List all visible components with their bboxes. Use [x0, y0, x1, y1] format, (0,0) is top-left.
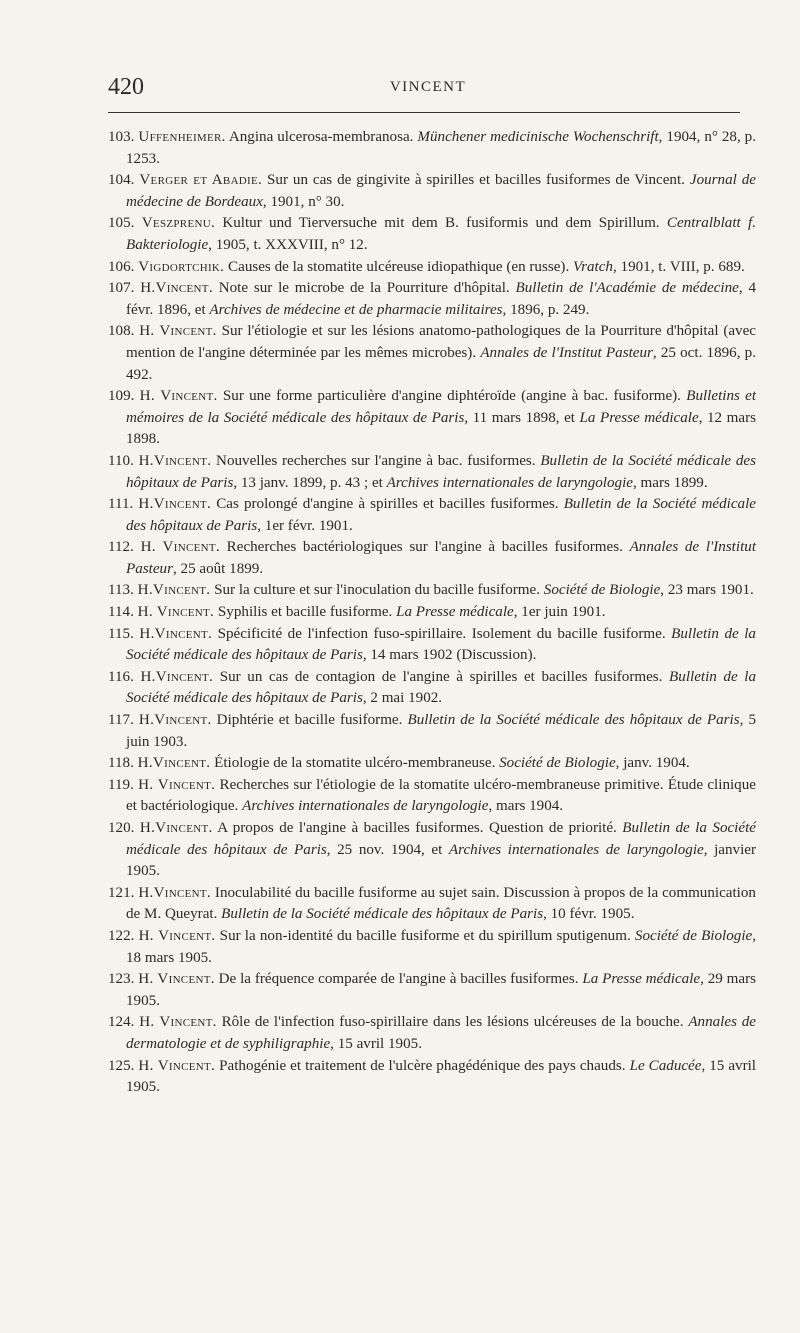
- reference-author: H.Vincent.: [140, 280, 213, 297]
- reference-item: [108, 602, 756, 624]
- reference-details: , mars 1904.: [488, 798, 564, 815]
- reference-item: [108, 818, 756, 883]
- reference-number: 121.: [108, 884, 135, 901]
- reference-title: Spécificité de l'infection fuso-spirillaire. Isolement du bacille fusiforme.: [217, 625, 666, 642]
- reference-details: , 25 nov. 1904, et: [326, 841, 443, 858]
- reference-title: Recherches bactériologiques sur l'angine à bacilles fusiformes.: [226, 539, 623, 556]
- page-header: [108, 74, 748, 104]
- reference-number: 123.: [108, 971, 135, 988]
- reference-details: , janv. 1904.: [615, 755, 690, 772]
- reference-title: A propos de l'angine à bacilles fusiformes. Question de priorité.: [217, 820, 617, 836]
- reference-item: [108, 451, 756, 494]
- reference-publication: Archives internationales de laryngologie: [242, 798, 489, 815]
- reference-publication: La Presse médicale: [579, 409, 699, 426]
- reference-publication: Bulletin de la Société médicale des hôpitaux de Paris: [126, 668, 756, 707]
- reference-item: [108, 775, 756, 818]
- reference-publication: Bulletins et mémoires de la Société médicale des hôpitaux de Paris: [126, 388, 757, 426]
- reference-title: Sur un cas de contagion de l'angine à spirilles et bacilles fusiformes.: [219, 668, 663, 685]
- reference-title: Étiologie de la stomatite ulcéro-membraneuse.: [214, 755, 496, 772]
- reference-author: H.Vincent.: [137, 582, 211, 599]
- reference-publication: Annales de l'Institut Pasteur: [480, 344, 653, 361]
- reference-details: , 14 mars 1902 (Discussion).: [362, 647, 537, 664]
- reference-publication: Archives internationales de laryngologie: [448, 841, 704, 858]
- reference-author: Vigdortchik.: [138, 258, 225, 275]
- reference-number: 115.: [108, 625, 134, 642]
- reference-item: [108, 883, 756, 926]
- reference-details: , 25 août 1899.: [172, 560, 264, 577]
- reference-item: [108, 969, 756, 1012]
- reference-title: Pathogénie et traitement de l'ulcère phagédénique des pays chauds.: [219, 1057, 626, 1074]
- reference-details: , 5 juin 1903.: [126, 712, 756, 750]
- reference-details: , mars 1899.: [632, 474, 708, 491]
- reference-title: Nouvelles recherches sur l'angine à bac. fusiformes.: [216, 452, 536, 469]
- reference-details: , 23 mars 1901.: [660, 582, 754, 599]
- reference-details: , 11 mars 1898, et: [464, 409, 575, 426]
- reference-title: Sur une forme particulière d'angine diphtéroïde (angine à bac. fusiforme).: [222, 388, 681, 405]
- reference-item: [108, 580, 756, 602]
- reference-number: 106.: [108, 258, 135, 275]
- reference-author: H.Vincent.: [140, 668, 214, 685]
- reference-details: , 1904, n° 28, p. 1253.: [126, 129, 756, 167]
- reference-item: [108, 494, 756, 537]
- reference-author: H. Vincent.: [139, 388, 218, 405]
- reference-author: H.Vincent.: [139, 820, 213, 836]
- reference-title: Sur la non-identité du bacille fusiforme et du spirillum sputigenum.: [219, 927, 631, 944]
- reference-item: [108, 321, 756, 386]
- reference-publication: Centralblatt f. Bakteriologie: [126, 215, 756, 253]
- reference-publication: Bulletin de la Société médicale des hôpitaux de Paris: [221, 906, 544, 923]
- reference-details: , 1896, p. 249.: [502, 301, 590, 318]
- reference-details: , janvier 1905.: [126, 841, 757, 880]
- reference-publication: Le Caducée: [629, 1057, 702, 1074]
- reference-item: [108, 753, 756, 775]
- reference-number: 103.: [108, 129, 135, 145]
- reference-number: 111.: [108, 496, 134, 513]
- reference-author: H. Vincent.: [138, 776, 216, 793]
- reference-author: H. Vincent.: [140, 539, 220, 556]
- reference-details: , 15 avril 1905.: [126, 1057, 756, 1096]
- reference-title: Angina ulcerosa-membranosa.: [228, 129, 414, 145]
- page-number: 420: [108, 74, 144, 100]
- reference-item: [108, 213, 756, 256]
- reference-item: [108, 537, 756, 580]
- reference-author: H. Vincent.: [138, 1057, 216, 1074]
- reference-item: [108, 278, 756, 321]
- reference-author: H. Vincent.: [138, 927, 216, 944]
- reference-publication: Annales de dermatologie et de syphiligraphie: [126, 1014, 756, 1052]
- reference-publication: Société de Biologie: [543, 582, 661, 599]
- reference-number: 125.: [108, 1057, 135, 1074]
- reference-number: 108.: [108, 323, 135, 340]
- reference-details: , 18 mars 1905.: [126, 927, 757, 966]
- reference-author: H. Vincent.: [138, 971, 215, 988]
- reference-author: H.Vincent.: [138, 452, 212, 469]
- reference-details: , 12 mars 1898.: [126, 409, 756, 448]
- running-title: VINCENT: [389, 79, 467, 95]
- reference-author: H.Vincent.: [138, 884, 212, 901]
- reference-item: [108, 624, 756, 667]
- reference-publication: La Presse médicale: [396, 604, 514, 621]
- reference-title: Recherches sur l'étiologie de la stomatite ulcéro-membraneuse primitive. Étude clinique et bactériologique.: [126, 776, 756, 815]
- reference-publication: Bulletin de la Société médicale des hôpitaux de Paris: [407, 712, 740, 729]
- reference-author: Veszprenu.: [141, 215, 216, 232]
- reference-author: H. Vincent.: [139, 323, 217, 340]
- reference-title: Diphtérie et bacille fusiforme.: [216, 712, 403, 729]
- reference-number: 117.: [108, 712, 134, 729]
- reference-publication: Münchener medicinische Wochenschrift: [417, 129, 659, 145]
- reference-publication: Bulletin de la Société médicale des hôpitaux de Paris: [126, 496, 756, 534]
- reference-title: Kultur und Tierversuche mit dem B. fusiformis und dem Spirillum.: [222, 215, 660, 232]
- reference-details: , 1er juin 1901.: [513, 604, 606, 621]
- reference-details: , 1er févr. 1901.: [257, 517, 353, 534]
- reference-number: 116.: [108, 668, 134, 685]
- reference-number: 114.: [108, 604, 134, 621]
- reference-item: [108, 1012, 756, 1055]
- reference-number: 124.: [108, 1014, 135, 1031]
- reference-number: 112.: [108, 539, 134, 556]
- reference-number: 122.: [108, 927, 135, 944]
- reference-item: [108, 926, 756, 969]
- reference-details: , 10 févr. 1905.: [543, 906, 635, 923]
- reference-publication: Archives internationales de laryngologie: [386, 474, 633, 491]
- reference-publication: Vratch: [573, 258, 613, 275]
- reference-item: [108, 667, 756, 710]
- reference-publication: Société de Biologie: [499, 755, 616, 772]
- reference-title: Rôle de l'infection fuso-spirillaire dans les lésions ulcéreuses de la bouche.: [221, 1014, 684, 1031]
- reference-number: 113.: [108, 582, 134, 599]
- reference-author: Uffenheimer.: [138, 129, 226, 145]
- reference-title: Sur un cas de gingivite à spirilles et bacilles fusiformes de Vincent.: [267, 172, 685, 189]
- reference-number: 105.: [108, 215, 135, 232]
- reference-item: [108, 1056, 756, 1099]
- reference-number: 104.: [108, 172, 135, 189]
- reference-author: H.Vincent.: [138, 712, 212, 729]
- header-rule: [108, 112, 740, 113]
- reference-item: [108, 710, 756, 753]
- reference-publication: Bulletin de la Société médicale des hôpitaux de Paris: [126, 452, 756, 491]
- reference-details: , 1901, n° 30.: [262, 193, 345, 210]
- reference-number: 110.: [108, 452, 134, 469]
- reference-author: H.Vincent.: [139, 625, 213, 642]
- reference-title: Cas prolongé d'angine à spirilles et bacilles fusiformes.: [216, 496, 559, 513]
- reference-title: Syphilis et bacille fusiforme.: [217, 604, 393, 621]
- reference-list: [108, 127, 756, 1099]
- reference-publication: La Presse médicale: [582, 971, 701, 988]
- reference-title: Note sur le microbe de la Pourriture d'hôpital.: [218, 280, 510, 297]
- reference-item: [108, 257, 756, 279]
- reference-author: H.Vincent.: [138, 496, 212, 513]
- reference-details: , 25 oct. 1896, p. 492.: [126, 344, 756, 383]
- reference-item: [108, 170, 756, 213]
- reference-publication: Bulletin de l'Académie de médecine: [515, 280, 739, 297]
- reference-number: 119.: [108, 776, 134, 793]
- reference-title: Sur la culture et sur l'inoculation du bacille fusiforme.: [214, 582, 540, 599]
- reference-details: , 4 févr. 1896, et: [126, 280, 756, 318]
- reference-title: Sur l'étiologie et sur les lésions anatomo-pathologiques de la Pourriture d'hôpital (avec mention de l'angine déterminée par les mêmes microbes).: [126, 323, 756, 361]
- reference-details: , 29 mars 1905.: [126, 971, 757, 1009]
- reference-number: 109.: [108, 388, 135, 405]
- reference-title: De la fréquence comparée de l'angine à bacilles fusiformes.: [218, 971, 579, 988]
- reference-publication: Société de Biologie: [634, 927, 753, 944]
- reference-number: 120.: [108, 820, 135, 836]
- reference-author: Verger et Abadie.: [139, 172, 263, 189]
- reference-number: 107.: [108, 280, 135, 297]
- reference-publication: Archives de médecine et de pharmacie militaires: [209, 301, 503, 318]
- reference-details: , 2 mai 1902.: [362, 690, 443, 707]
- reference-details: , 1901, t. VIII, p. 689.: [612, 258, 745, 275]
- reference-details: , 15 avril 1905.: [330, 1035, 422, 1052]
- reference-publication: Journal de médecine de Bordeaux: [126, 172, 756, 210]
- reference-number: 118.: [108, 755, 134, 772]
- reference-item: [108, 127, 756, 170]
- reference-publication: Annales de l'Institut Pasteur: [126, 539, 757, 577]
- reference-author: H. Vincent.: [139, 1014, 217, 1031]
- reference-publication: Bulletin de la Société médicale des hôpitaux de Paris: [126, 625, 756, 664]
- reference-publication: Bulletin de la Société médicale des hôpitaux de Paris: [126, 820, 756, 858]
- reference-author: H.Vincent.: [137, 755, 211, 772]
- reference-details: , 13 janv. 1899, p. 43 ; et: [233, 474, 383, 491]
- reference-item: [108, 386, 756, 451]
- reference-details: , 1905, t. XXXVIII, n° 12.: [208, 236, 368, 253]
- reference-title: Inoculabilité du bacille fusiforme au sujet sain. Discussion à propos de la communication de M. Queyrat.: [126, 884, 756, 923]
- reference-title: Causes de la stomatite ulcéreuse idiopathique (en russe).: [228, 258, 570, 275]
- reference-author: H. Vincent.: [137, 604, 215, 621]
